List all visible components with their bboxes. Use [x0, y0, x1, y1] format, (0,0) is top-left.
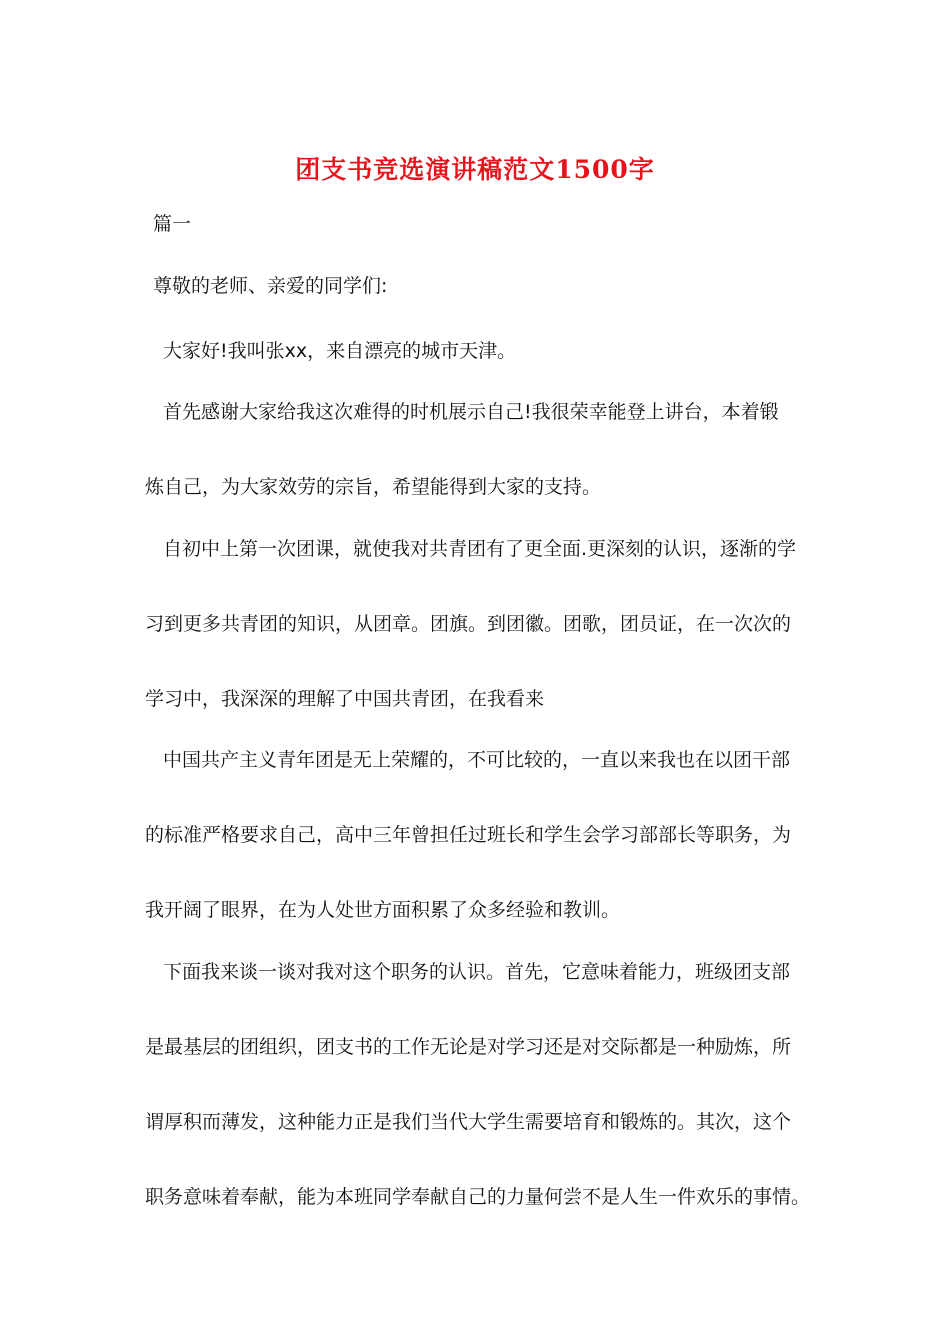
paragraph-line: 是最基层的团组织，团支书的工作无论是对学习还是对交际都是一种励炼，所	[145, 1036, 792, 1058]
paragraph-line: 谓厚积而薄发，这种能力正是我们当代大学生需要培育和锻炼的。其次，这个	[145, 1111, 792, 1133]
paragraph-line: 的标准严格要求自己，高中三年曾担任过班长和学生会学习部部长等职务，为	[145, 824, 792, 846]
paragraph-line: 大家好!我叫张xx，来自漂亮的城市天津。	[163, 340, 517, 362]
paragraph-line: 习到更多共青团的知识，从团章。团旗。到团徽。团歌，团员证，在一次次的	[145, 613, 792, 635]
document-title: 团支书竞选演讲稿范文1500字	[295, 155, 655, 184]
paragraph-line: 中国共产主义青年团是无上荣耀的，不可比较的，一直以来我也在以团干部	[163, 749, 791, 771]
section-heading: 篇一	[153, 213, 192, 235]
paragraph-line: 下面我来谈一谈对我对这个职务的认识。首先，它意味着能力，班级团支部	[163, 961, 791, 983]
paragraph-line: 首先感谢大家给我这次难得的时机展示自己!我很荣幸能登上讲台，本着锻	[163, 401, 779, 423]
paragraph-line: 自初中上第一次团课，就使我对共青团有了更全面.更深刻的认识，逐渐的学	[163, 538, 797, 560]
salutation: 尊敬的老师、亲爱的同学们:	[153, 275, 388, 297]
paragraph-line: 炼自己，为大家效劳的宗旨，希望能得到大家的支持。	[145, 476, 602, 498]
paragraph-line: 我开阔了眼界，在为人处世方面积累了众多经验和教训。	[145, 899, 621, 921]
paragraph-line: 职务意味着奉献，能为本班同学奉献自己的力量何尝不是人生一件欢乐的事情。	[145, 1186, 811, 1208]
paragraph-line: 学习中，我深深的理解了中国共青团，在我看来	[145, 688, 545, 710]
